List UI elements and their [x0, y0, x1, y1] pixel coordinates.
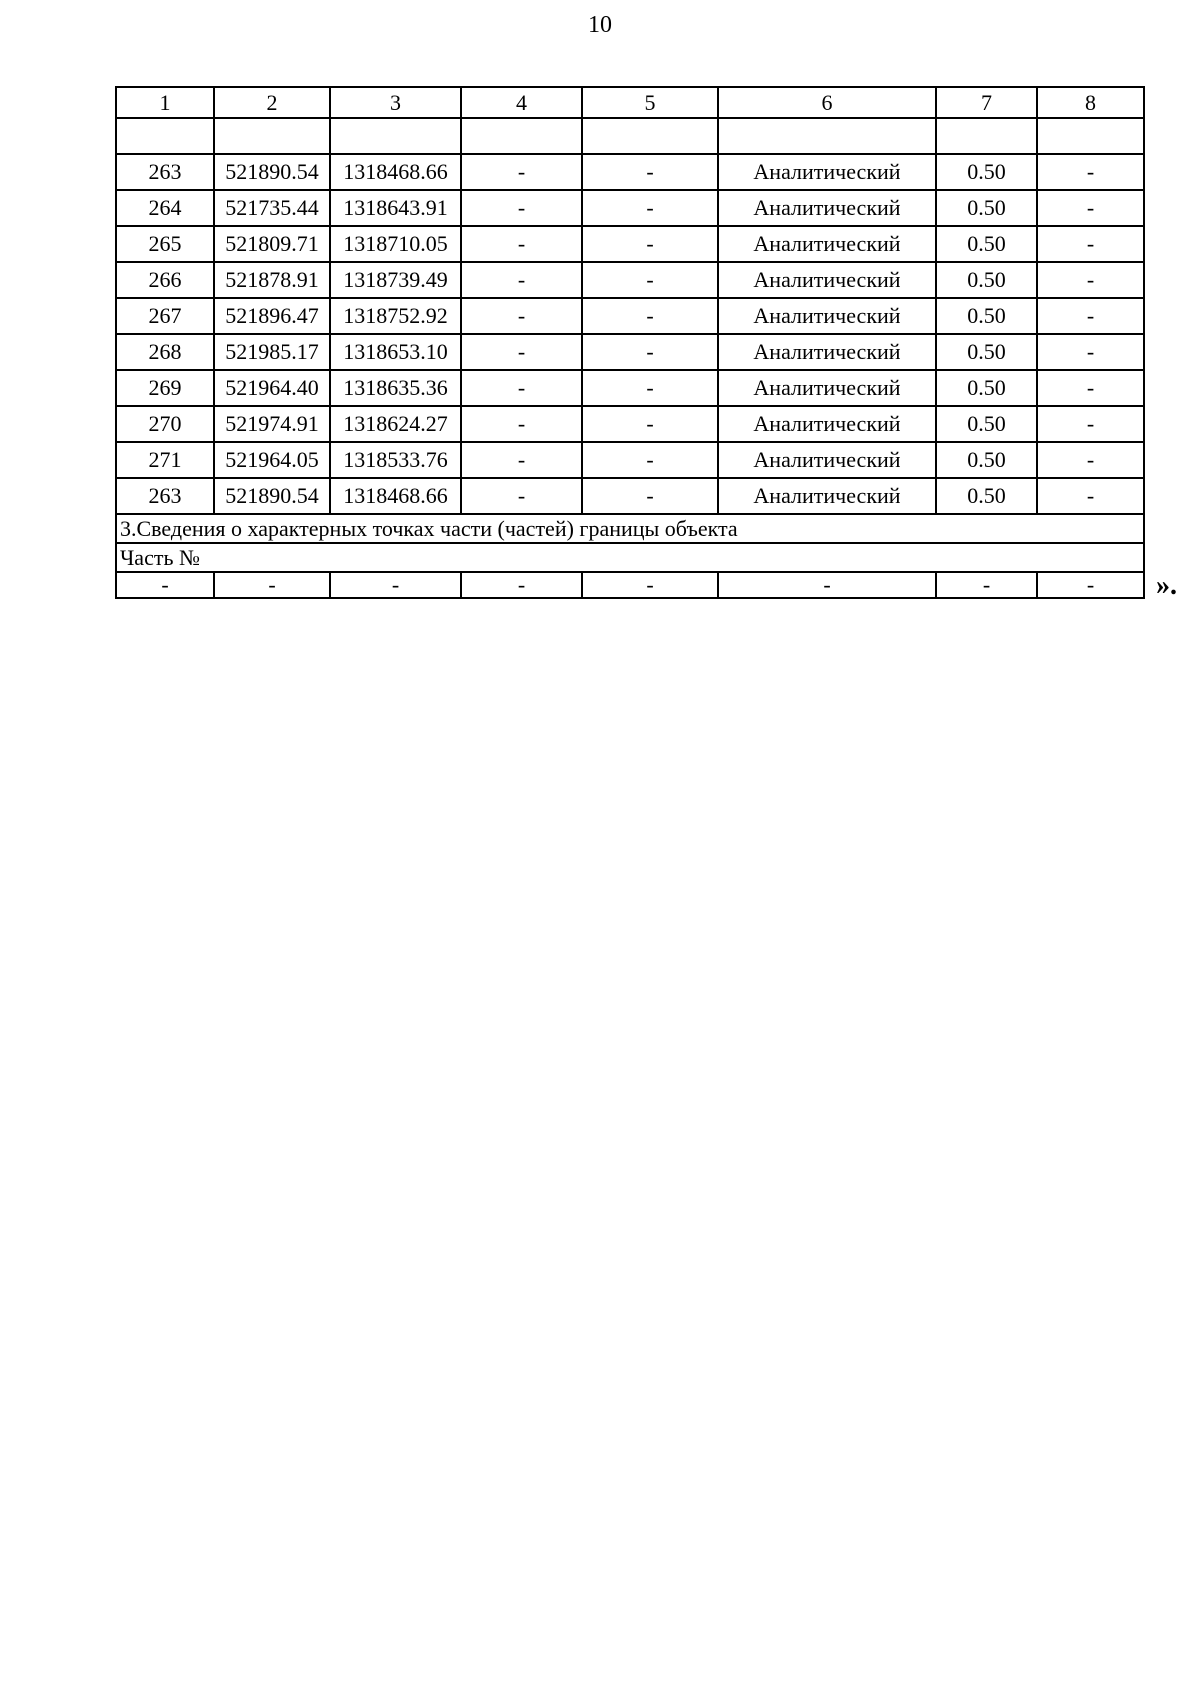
table-row	[116, 190, 1144, 226]
empty-cell: -	[116, 572, 214, 598]
table-cell: 1318752.92	[330, 298, 461, 334]
table-cell: -	[1037, 478, 1144, 514]
table-cell: 269	[116, 370, 214, 406]
table-cell: 521878.91	[214, 262, 330, 298]
blank-cell	[936, 118, 1037, 154]
blank-cell	[718, 118, 936, 154]
table-cell: Аналитический	[718, 298, 936, 334]
table-cell: 521809.71	[214, 226, 330, 262]
table-cell: 267	[116, 298, 214, 334]
column-number-cell: 6	[718, 87, 936, 118]
column-number-row	[116, 87, 1144, 118]
empty-cell: -	[582, 572, 718, 598]
table-cell: 264	[116, 190, 214, 226]
blank-cell	[582, 118, 718, 154]
table-cell: 271	[116, 442, 214, 478]
table-cell: 0.50	[936, 406, 1037, 442]
empty-row	[116, 572, 1144, 598]
blank-row	[116, 118, 1144, 154]
table-cell: -	[582, 334, 718, 370]
table-cell: 521964.40	[214, 370, 330, 406]
table-body	[116, 87, 1144, 598]
table-cell: 521890.54	[214, 154, 330, 190]
table-cell: 0.50	[936, 226, 1037, 262]
table-row	[116, 406, 1144, 442]
table-cell: -	[461, 226, 582, 262]
table-cell: 521974.91	[214, 406, 330, 442]
table-row	[116, 442, 1144, 478]
table-cell: Аналитический	[718, 262, 936, 298]
table-cell: Аналитический	[718, 370, 936, 406]
empty-cell: -	[461, 572, 582, 598]
table-cell: Аналитический	[718, 190, 936, 226]
column-number-cell: 4	[461, 87, 582, 118]
table-cell: -	[1037, 406, 1144, 442]
table-cell: -	[461, 190, 582, 226]
table-cell: 1318533.76	[330, 442, 461, 478]
table-cell: -	[582, 298, 718, 334]
table-cell: 0.50	[936, 154, 1037, 190]
table-cell: -	[582, 226, 718, 262]
table-cell: -	[582, 406, 718, 442]
table-cell: -	[582, 262, 718, 298]
table-cell: -	[461, 370, 582, 406]
blank-cell	[214, 118, 330, 154]
table-cell: -	[461, 442, 582, 478]
column-number-cell: 2	[214, 87, 330, 118]
table-cell: 1318643.91	[330, 190, 461, 226]
table-row	[116, 226, 1144, 262]
table-cell: 263	[116, 478, 214, 514]
table-cell: 521735.44	[214, 190, 330, 226]
table-cell: -	[461, 262, 582, 298]
table-cell: 0.50	[936, 298, 1037, 334]
table-cell: 1318468.66	[330, 478, 461, 514]
table-cell: 1318468.66	[330, 154, 461, 190]
table-cell: Аналитический	[718, 154, 936, 190]
table-cell: -	[1037, 298, 1144, 334]
table-cell: 266	[116, 262, 214, 298]
table-cell: Аналитический	[718, 406, 936, 442]
table-cell: -	[1037, 262, 1144, 298]
table-cell: 521985.17	[214, 334, 330, 370]
table-cell: 0.50	[936, 370, 1037, 406]
empty-cell: -	[214, 572, 330, 598]
table-cell: 0.50	[936, 190, 1037, 226]
table-cell: Аналитический	[718, 442, 936, 478]
table-cell: 1318635.36	[330, 370, 461, 406]
table-cell: -	[1037, 226, 1144, 262]
empty-cell: -	[330, 572, 461, 598]
table-cell: -	[582, 154, 718, 190]
table-row	[116, 478, 1144, 514]
table-row	[116, 262, 1144, 298]
table-row	[116, 334, 1144, 370]
blank-cell	[330, 118, 461, 154]
table-cell: -	[1037, 334, 1144, 370]
section-3-title: 3.Сведения о характерных точках части (частей) границы объекта	[116, 514, 1144, 543]
table-cell: 521964.05	[214, 442, 330, 478]
blank-cell	[116, 118, 214, 154]
table-cell: -	[582, 478, 718, 514]
table-cell: -	[1037, 154, 1144, 190]
table-cell: 1318710.05	[330, 226, 461, 262]
closing-quote: ».	[1156, 570, 1177, 601]
table-cell: Аналитический	[718, 226, 936, 262]
table-cell: Аналитический	[718, 334, 936, 370]
blank-cell	[1037, 118, 1144, 154]
table-cell: 268	[116, 334, 214, 370]
page-number: 10	[588, 12, 612, 38]
table-cell: -	[1037, 442, 1144, 478]
table-cell: -	[461, 406, 582, 442]
column-number-cell: 1	[116, 87, 214, 118]
coordinates-table	[115, 86, 1145, 599]
table-cell: 0.50	[936, 334, 1037, 370]
table-cell: -	[461, 298, 582, 334]
column-number-cell: 8	[1037, 87, 1144, 118]
table-cell: -	[582, 190, 718, 226]
table-row	[116, 298, 1144, 334]
table-cell: -	[1037, 190, 1144, 226]
table-cell: 265	[116, 226, 214, 262]
table-cell: 1318653.10	[330, 334, 461, 370]
table-cell: 0.50	[936, 478, 1037, 514]
column-number-cell: 5	[582, 87, 718, 118]
table-cell: -	[461, 334, 582, 370]
table-cell: 1318624.27	[330, 406, 461, 442]
table-cell: 0.50	[936, 442, 1037, 478]
empty-cell: -	[1037, 572, 1144, 598]
table-cell: 270	[116, 406, 214, 442]
empty-cell: -	[936, 572, 1037, 598]
table-cell: -	[582, 442, 718, 478]
part-number-row	[116, 543, 1144, 572]
part-number-label: Часть №	[116, 543, 1144, 572]
table-cell: 0.50	[936, 262, 1037, 298]
section-3-row	[116, 514, 1144, 543]
table-cell: 1318739.49	[330, 262, 461, 298]
table-cell: -	[461, 154, 582, 190]
table-cell: 521890.54	[214, 478, 330, 514]
table-cell: -	[582, 370, 718, 406]
table-row	[116, 154, 1144, 190]
table-row	[116, 370, 1144, 406]
table-cell: Аналитический	[718, 478, 936, 514]
blank-cell	[461, 118, 582, 154]
table-cell: -	[461, 478, 582, 514]
table-cell: 263	[116, 154, 214, 190]
column-number-cell: 7	[936, 87, 1037, 118]
table-cell: -	[1037, 370, 1144, 406]
empty-cell: -	[718, 572, 936, 598]
table-cell: 521896.47	[214, 298, 330, 334]
column-number-cell: 3	[330, 87, 461, 118]
